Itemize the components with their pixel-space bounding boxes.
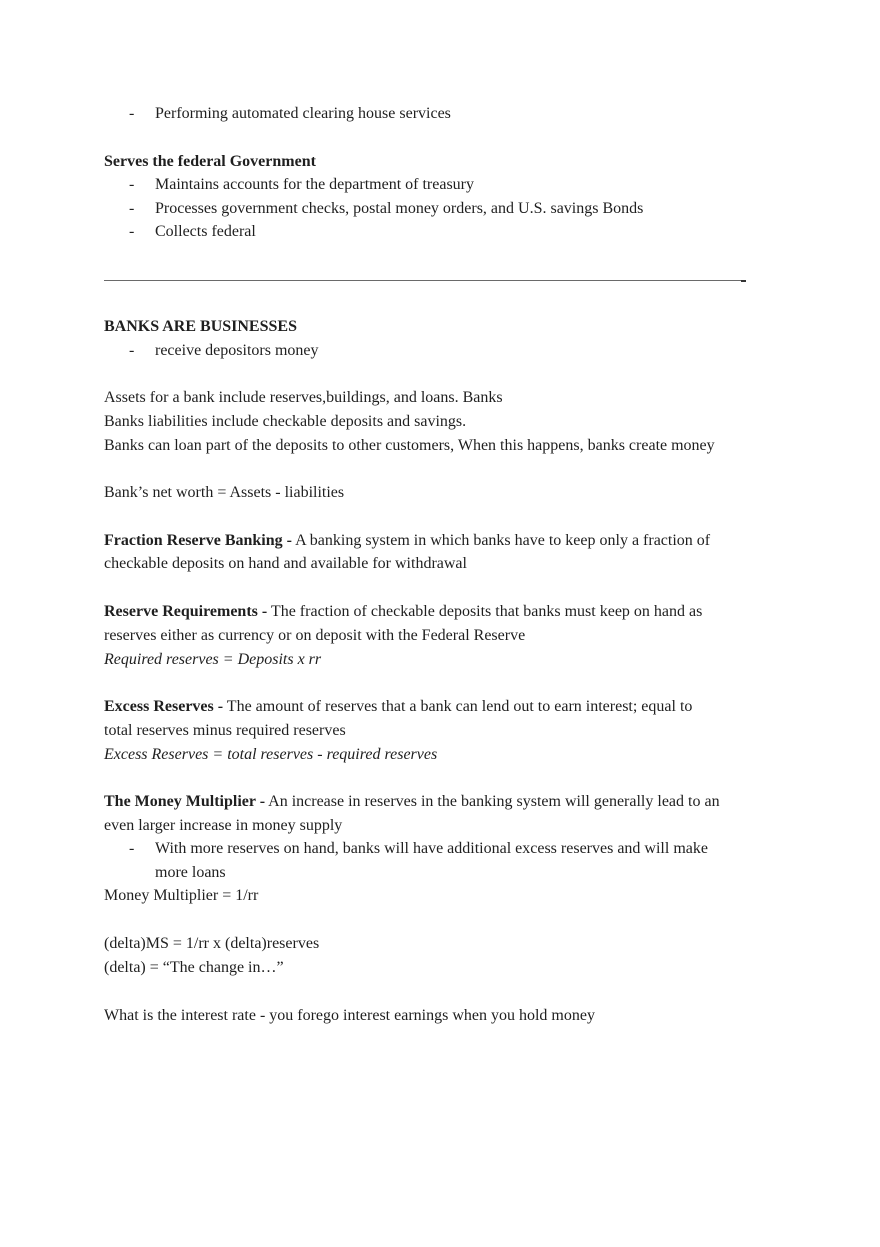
bullet-collects: Collects federal: [155, 223, 256, 240]
bullet-ach: Performing automated clearing house services: [155, 105, 451, 122]
bullet-depositors: receive depositors money: [155, 342, 319, 359]
fraction-def: A banking system in which banks have to keep only a fraction of: [291, 532, 711, 549]
bullet-marker: -: [129, 840, 135, 857]
delta-def-line: (delta) = “The change in…”: [104, 959, 284, 976]
fraction-line2: checkable deposits on hand and available for withdrawal: [104, 555, 467, 572]
bullet-more-reserves: With more reserves on hand, banks will have additional excess reserves and will make: [155, 840, 708, 857]
multiplier-line1: [104, 792, 720, 812]
reserve-req-line1: [104, 602, 702, 622]
interest-rate-line: What is the interest rate - you forego interest earnings when you hold money: [104, 1007, 595, 1024]
net-worth-line: Bank’s net worth = Assets - liabilities: [104, 484, 345, 501]
section-divider: [104, 280, 746, 281]
delta-ms-line: (delta)MS = 1/rr x (delta)reserves: [104, 935, 320, 952]
section-divider-tail: [741, 280, 746, 282]
excess-line1: [104, 697, 692, 717]
banks-heading: BANKS ARE BUSINESSES: [104, 318, 297, 335]
excess-def: The amount of reserves that a bank can lend out to earn interest; equal to: [223, 698, 693, 715]
bullet-marker: -: [129, 223, 135, 240]
multiplier-line2: even larger increase in money supply: [104, 817, 343, 834]
bullet-more-loans: more loans: [155, 864, 226, 881]
liabilities-line: Banks liabilities include checkable deposits and savings.: [104, 413, 467, 430]
fraction-line1: [104, 531, 710, 551]
loan-line: Banks can loan part of the deposits to other customers, When this happens, banks create money: [104, 437, 715, 454]
bullet-marker: -: [129, 105, 135, 122]
reserve-req-def: The fraction of checkable deposits that banks must keep on hand as: [267, 603, 703, 620]
assets-line: Assets for a bank include reserves,buildings, and loans. Banks: [104, 389, 503, 406]
reserve-req-formula: Required reserves = Deposits x rr: [104, 651, 322, 668]
multiplier-formula: Money Multiplier = 1/rr: [104, 887, 259, 904]
bullet-treasury: Maintains accounts for the department of treasury: [155, 176, 474, 193]
reserve-req-line2: reserves either as currency or on deposit with the Federal Reserve: [104, 627, 526, 644]
fraction-term: Fraction Reserve Banking -: [104, 532, 292, 549]
bullet-marker: -: [129, 200, 135, 217]
reserve-req-term: Reserve Requirements -: [104, 603, 268, 620]
bullet-marker: -: [129, 342, 135, 359]
fed-gov-heading: Serves the federal Government: [104, 153, 316, 170]
bullet-marker: -: [129, 176, 135, 193]
multiplier-term: The Money Multiplier -: [104, 793, 266, 810]
excess-formula: Excess Reserves = total reserves - required reserves: [104, 746, 438, 763]
bullet-checks: Processes government checks, postal money orders, and U.S. savings Bonds: [155, 200, 644, 217]
excess-term: Excess Reserves -: [104, 698, 224, 715]
multiplier-def: An increase in reserves in the banking system will generally lead to an: [265, 793, 720, 810]
excess-line2: total reserves minus required reserves: [104, 722, 346, 739]
